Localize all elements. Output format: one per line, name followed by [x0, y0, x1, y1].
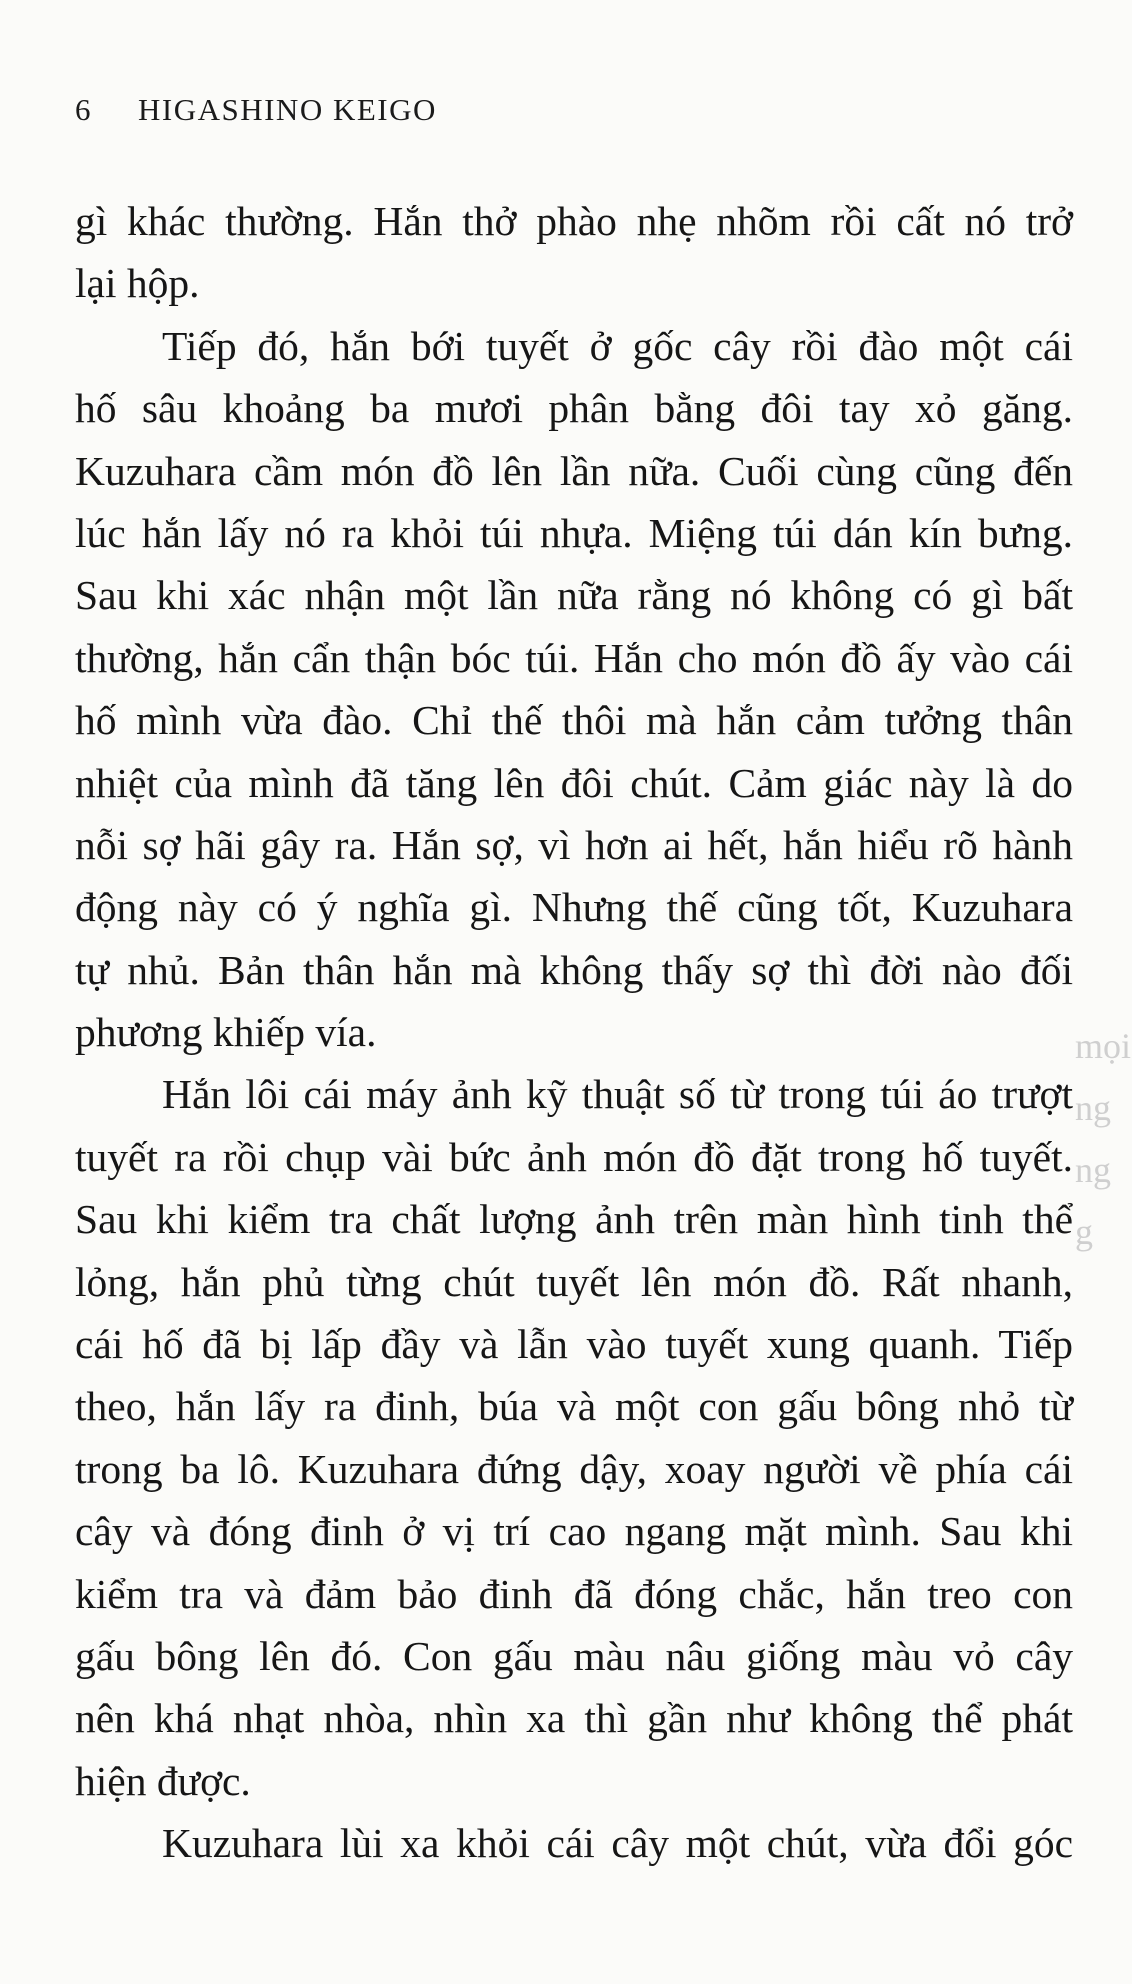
text-line: động này có ý nghĩa gì. Nhưng thế cũng tốt, Kuzuhara	[75, 884, 1073, 931]
text-line: trong ba lô. Kuzuhara đứng dậy, xoay người về phía cái	[75, 1445, 1073, 1492]
text-line: tuyết ra rồi chụp vài bức ảnh món đồ đặt trong hố tuyết.	[75, 1133, 1073, 1180]
text-line: Tiếp đó, hắn bới tuyết ở gốc cây rồi đào một cái	[162, 322, 1073, 369]
body-text	[75, 190, 1073, 1875]
text-line: kiểm tra và đảm bảo đinh đã đóng chắc, hắn treo con	[75, 1570, 1073, 1617]
text-line: hố mình vừa đào. Chỉ thế thôi mà hắn cảm tưởng thân	[75, 697, 1073, 744]
text-line: lại hộp.	[75, 260, 200, 307]
text-line: nhiệt của mình đã tăng lên đôi chút. Cảm giác này là do	[75, 759, 1073, 806]
text-line: gì khác thường. Hắn thở phào nhẹ nhõm rồi cất nó trở	[75, 198, 1073, 244]
page-bleed-through: mọi ng ng g	[1075, 1026, 1132, 1252]
text-line: Sau khi xác nhận một lần nữa rằng nó không có gì bất	[75, 572, 1073, 619]
text-line: hiện được.	[75, 1757, 251, 1804]
text-line: phương khiếp vía.	[75, 1009, 377, 1056]
text-line: lúc hắn lấy nó ra khỏi túi nhựa. Miệng túi dán kín bưng.	[75, 509, 1073, 556]
text-line: nỗi sợ hãi gây ra. Hắn sợ, vì hơn ai hết, hắn hiểu rõ hành	[75, 821, 1073, 868]
text-line: cái hố đã bị lấp đầy và lẫn vào tuyết xung quanh. Tiếp	[75, 1321, 1073, 1368]
page-number: 6	[75, 92, 92, 127]
text-line: thường, hắn cẩn thận bóc túi. Hắn cho món đồ ấy vào cái	[75, 634, 1073, 681]
text-line: Kuzuhara lùi xa khỏi cái cây một chút, vừa đổi góc	[162, 1820, 1073, 1867]
author-name: HIGASHINO KEIGO	[138, 92, 437, 127]
text-line: hố sâu khoảng ba mươi phân bằng đôi tay xỏ găng.	[75, 385, 1073, 432]
text-line: Hắn lôi cái máy ảnh kỹ thuật số từ trong túi áo trượt	[162, 1071, 1073, 1118]
text-line: Sau khi kiểm tra chất lượng ảnh trên màn hình tinh thể	[75, 1196, 1073, 1243]
text-line: cây và đóng đinh ở vị trí cao ngang mặt mình. Sau khi	[75, 1508, 1073, 1555]
text-line: lỏng, hắn phủ từng chút tuyết lên món đồ. Rất nhanh,	[75, 1258, 1073, 1305]
text-line: theo, hắn lấy ra đinh, búa và một con gấu bông nhỏ từ	[75, 1383, 1073, 1430]
text-line: tự nhủ. Bản thân hắn mà không thấy sợ thì đời nào đối	[75, 946, 1073, 993]
text-line: nên khá nhạt nhòa, nhìn xa thì gần như không thể phát	[75, 1695, 1073, 1742]
text-line: Kuzuhara cầm món đồ lên lần nữa. Cuối cùng cũng đến	[75, 447, 1073, 494]
running-header	[75, 92, 437, 128]
text-line: gấu bông lên đó. Con gấu màu nâu giống màu vỏ cây	[75, 1632, 1073, 1679]
